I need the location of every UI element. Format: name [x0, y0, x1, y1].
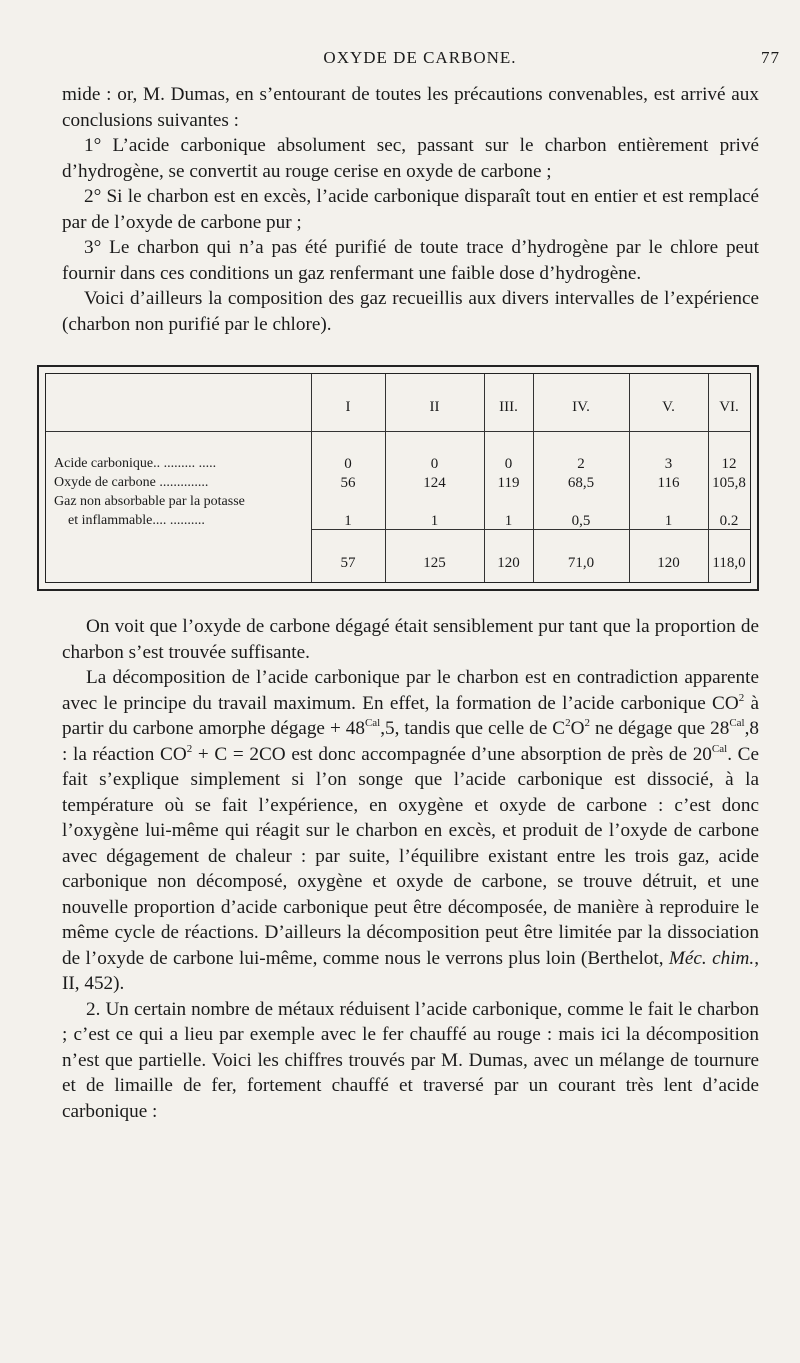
list-item-1: 1° L’acide carbonique absolument sec, passant sur le charbon entièrement privé d’hydrogène, se convertit au rouge cerise en oxyde de carbone ;	[62, 135, 759, 182]
table-cell: 0	[504, 456, 513, 472]
table-cell: 116	[657, 475, 680, 491]
total-cell: 120	[497, 555, 520, 571]
total-cell: 125	[423, 555, 446, 571]
table-cell: 1	[664, 513, 673, 529]
column-header-1: I	[345, 399, 351, 415]
table-cell: 0.2	[719, 513, 739, 529]
list-item-3: 3° Le charbon qui n’a pas été purifié de toute trace d’hydrogène par le chlore peut fournir dans ces conditions un gaz renfermant une faible dose d’hydrogène.	[62, 237, 759, 284]
paragraph-conclusion: On voit que l’oxyde de carbone dégagé était sensiblement pur tant que la proportion de charbon s’est trouvée suffisante.	[62, 616, 759, 663]
paragraph-metals: 2. Un certain nombre de métaux réduisent l’acide carbonique, comme le fait le charbon ; c’est ce qui a lieu par exemple avec le fer chauffé au rouge : mais ici la décomposition n’est que partielle. Voici les chiffres trouvés par M. Dumas, avec un mélange de tournure et de limaille de fer, fortement chauffé et traversé par un courant très lent d’acide carbonique :	[62, 998, 759, 1122]
intro-text	[62, 82, 759, 337]
row-label-gaz: Gaz non absorbable par la potasse	[54, 494, 245, 509]
table-cell: 1	[504, 513, 513, 529]
column-header-6: VI.	[719, 399, 739, 415]
column-header-5: V.	[662, 399, 675, 415]
body-text	[62, 614, 759, 1124]
running-header	[60, 48, 780, 74]
total-cell: 120	[657, 555, 680, 571]
table-cell: 124	[423, 475, 446, 491]
table-cell: 105,8	[712, 475, 746, 491]
list-item-2: 2° Si le charbon est en excès, l’acide carbonique disparaît tout en entier et est remplacé par de l’oxyde de carbone pur ;	[62, 186, 759, 233]
table-cell: 2	[577, 456, 585, 472]
column-header-4: IV.	[572, 399, 590, 415]
table-cell: 68,5	[567, 475, 595, 491]
row-label-oxyde: Oxyde de carbone ..............	[54, 475, 209, 490]
running-title: OXYDE DE CARBONE.	[323, 48, 517, 67]
total-cell: 118,0	[712, 555, 746, 571]
table-cell: 3	[664, 456, 673, 472]
row-label-inflammable: et inflammable.... ..........	[68, 513, 205, 528]
table-cell: 1	[344, 513, 352, 529]
intro-paragraph: mide : or, M. Dumas, en s’entourant de toutes les précautions convenables, est arrivé aux conclusions suivantes :	[62, 84, 759, 131]
table-cell: 119	[497, 475, 520, 491]
total-cell: 71,0	[567, 555, 595, 571]
table-cell: 0,5	[571, 513, 591, 529]
paragraph-decomposition: La décomposition de l’acide carbonique par le charbon est en contradiction apparente avec le principe du travail maximum. En effet, la formation de l’acide carbonique $CO^2$ à partir du carbone amorphe dégage + $48^{Cal},5$, tandis que celle de $C^2O^2$ ne dégage que $28^{Cal},8$ : la réaction $CO^2 + C = 2CO$ est donc accompagnée d’une absorption de près de $20^{Cal}$. Ce fait s’explique simplement si l’on songe que l’acide carbonique est dissocié, à la température où se fait l’expérience, en oxygène et oxyde de carbone : c’est donc l’oxygène lui-même qui réagit sur le charbon en excès, et produit de l’oxyde de carbone avec dégagement de chaleur : par suite, l’équilibre existant entre les trois gaz, acide carbonique non décomposé, oxygène et oxyde de carbone, se trouve détruit, et une nouvelle proportion d’acide carbonique peut être décomposée, de manière à reproduire le même cycle de réactions. D’ailleurs la décomposition peut être limitée par la dissociation de l’oxyde de carbone lui-même, comme nous le verrons plus loin (Berthelot, Méc. chim., II, 452).	[62, 667, 759, 994]
citation-title: Méc. chim.	[668, 947, 755, 969]
table-cell: 0	[430, 456, 439, 472]
table-cell: 0	[344, 456, 352, 472]
column-header-2: II	[429, 399, 440, 415]
table-cell: 56	[340, 475, 356, 491]
total-cell: 57	[340, 555, 356, 571]
table-cell: 12	[721, 456, 737, 472]
page-number: 77	[761, 48, 780, 67]
gas-composition-table	[37, 365, 759, 591]
table-cell: 1	[430, 513, 439, 529]
column-header-3: III.	[499, 399, 518, 415]
row-label-acide: Acide carbonique.. ......... .....	[54, 456, 217, 471]
table-intro-paragraph: Voici d’ailleurs la composition des gaz recueillis aux divers intervalles de l’expérience (charbon non purifié par le chlore).	[62, 288, 759, 335]
